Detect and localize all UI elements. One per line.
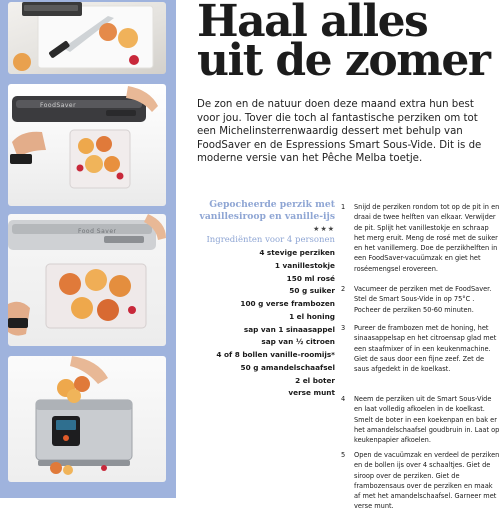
step-text: Pureer de frambozen met de honing, het sinaasappelsap en het citroensap glad met een staafmixer of in een keukenmachine. Giet de saus door een fijne zeef. Zet de saus afgedekt in de koelkast. (354, 324, 497, 374)
step-number: 3 (341, 324, 346, 332)
ingredient-item: 1 vanillestokje (274, 260, 335, 270)
step-text: Neem de perziken uit de Smart Sous-Vide en laat volledig afkoelen in de koelkast. Smelt de boter in een koekenpan en bak er het amandelschaafsel goudbruin in. Laat op keukenpapier afkoelen. (354, 395, 500, 445)
ingredient-item: 100 g verse frambozen (240, 299, 335, 308)
step-text: Snijd de perziken rondom tot op de pit in en draai de twee helften van elkaar. Verwijder de pit. Splijt het vanillestokje en schraap het merg eruit. Meng de rosé met de suiker en het vanillemerg. Doe de perzikhelften in een FoodSaver-vacuümzak en giet het roséemengsel erovereen. (354, 203, 500, 273)
step-text: Vacumeer de perziken met de FoodSaver. Stel de Smart Sous-Vide in op 75°C . Pocheer de perziken 50-60 minuten. (354, 285, 492, 314)
recipe-title: Gepocheerde perzik met vanillesiroop en vanille-ijs (199, 199, 335, 222)
ingredient-item: 1 el honing (289, 311, 335, 321)
difficulty-rating: ★★★ (313, 225, 335, 233)
ingredient-item: 4 of 8 bollen vanille-roomijs* (216, 350, 335, 359)
cutting-board-illustration (8, 2, 166, 74)
ingredients-heading: Ingrediënten voor 4 personen (206, 235, 335, 245)
step-number: 5 (341, 451, 346, 459)
step-number: 2 (341, 285, 346, 293)
article-headline: Haal alles uit de zomer (197, 0, 490, 86)
photo-column (0, 0, 176, 498)
ingredient-item: sap van ½ citroen (261, 337, 335, 347)
step-number: 4 (341, 395, 346, 403)
sous-vide-illustration (8, 356, 166, 482)
ingredient-item: 2 el boter (295, 375, 335, 385)
ingredient-item: 50 g amandelschaafsel (240, 362, 335, 372)
ingredient-item: sap van 1 sinaasappel (243, 324, 335, 334)
vacuum-sealer-illustration (8, 84, 166, 206)
photo-vacuum-bag (8, 214, 166, 346)
article-intro: De zon en de natuur doen deze maand extra hun best voor jou. Tover die toch al fantastische perziken om tot een Michelinsterrenwaardig dessert met behulp van FoodSaver en de Espressions Smart Sous-Vide. Dit is de moderne versie van het Pêche Melba toetje. (197, 99, 482, 165)
ingredients-list (187, 247, 335, 400)
step-text: Open de vacuümzak en verdeel de perziken en de bollen ijs over 4 schaaltjes. Giet de siroop over de perziken. Giet de frambozensaus over de perziken en maak af met het amandelschaafsel. Garneer met verse munt. (354, 451, 500, 511)
step-number: 1 (341, 203, 346, 211)
ingredient-item: 4 stevige perziken (259, 248, 335, 257)
device-brand-label: FoodSaver (40, 102, 77, 109)
photo-vacuum-sealer (8, 84, 166, 206)
ingredient-item: verse munt (288, 388, 335, 398)
ingredient-item: 150 ml rosé (286, 273, 335, 283)
ingredient-item: 50 g suiker (289, 286, 335, 296)
photo-sous-vide (8, 356, 166, 482)
device-brand-label-2: Food Saver (78, 228, 117, 235)
photo-cutting-board (8, 2, 166, 74)
